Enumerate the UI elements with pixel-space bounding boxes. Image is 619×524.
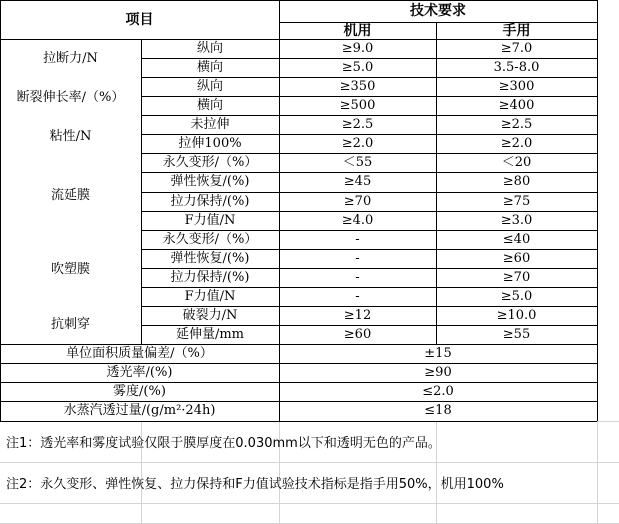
manual-value: ≥2.0 bbox=[500, 136, 533, 152]
manual-value: ≥400 bbox=[498, 98, 535, 114]
machine-value: ≥60 bbox=[343, 326, 372, 342]
sub-item-label: 拉力保持/(%) bbox=[170, 269, 250, 285]
sub-item-label: 纵向 bbox=[196, 41, 223, 57]
machine-value: ≥70 bbox=[343, 193, 372, 209]
machine-value: ≥4.0 bbox=[341, 212, 374, 228]
manual-value: ≥55 bbox=[502, 326, 531, 342]
manual-value: ≥300 bbox=[498, 79, 535, 95]
machine-value: ≥5.0 bbox=[341, 60, 374, 76]
sub-item-label: F力值/N bbox=[184, 212, 236, 228]
manual-value: ≥70 bbox=[502, 269, 531, 285]
manual-value: 3.5-8.0 bbox=[493, 60, 540, 76]
machine-value: ≥45 bbox=[343, 174, 372, 190]
header-machine: 机用 bbox=[343, 22, 372, 39]
manual-value: ≤40 bbox=[502, 231, 531, 247]
manual-value: ＜20 bbox=[501, 155, 532, 171]
machine-value: - bbox=[355, 250, 360, 266]
manual-value: ≥75 bbox=[502, 193, 531, 209]
manual-value: ≥2.5 bbox=[500, 117, 533, 133]
note-2: 注2：永久变形、弹性恢复、拉力保持和F力值试验技术指标是指手用50%，机用100% bbox=[6, 477, 504, 492]
machine-value: ≥9.0 bbox=[341, 41, 374, 57]
header-manual: 手用 bbox=[502, 22, 531, 39]
group-tensile: 拉断力/N bbox=[43, 51, 98, 66]
sub-item-label: 破裂力/N bbox=[182, 307, 238, 323]
group-cast-film: 流延膜 bbox=[50, 187, 90, 203]
merged-value: ≥90 bbox=[424, 365, 452, 380]
merged-value: ≤18 bbox=[424, 403, 452, 418]
group-blown-film: 吹塑膜 bbox=[50, 262, 90, 277]
merged-label: 单位面积质量偏差/（%） bbox=[66, 346, 213, 361]
manual-value: ≥3.0 bbox=[500, 212, 533, 228]
manual-value: ≥60 bbox=[502, 250, 531, 266]
manual-value: ≥80 bbox=[502, 174, 531, 190]
sub-item-label: 弹性恢复/(%) bbox=[170, 174, 250, 190]
group-puncture: 抗刺穿 bbox=[50, 317, 90, 332]
header-item: 项目 bbox=[125, 11, 154, 28]
header-requirement: 技术要求 bbox=[410, 3, 466, 19]
note-1: 注1：透光率和雾度试验仅限于膜厚度在0.030mm以下和透明无色的产品。 bbox=[6, 436, 441, 451]
machine-value: - bbox=[355, 269, 360, 285]
merged-label: 透光率/(%) bbox=[106, 365, 173, 380]
manual-value: ≥5.0 bbox=[500, 288, 533, 304]
merged-label: 水蒸汽透过量/(g/m²·24h) bbox=[63, 403, 216, 418]
sub-item-label: 拉伸100% bbox=[178, 136, 242, 152]
sub-item-label: 未拉伸 bbox=[190, 117, 230, 133]
sub-item-label: 永久变形/（%） bbox=[162, 155, 258, 171]
sub-item-label: 横向 bbox=[196, 98, 223, 114]
machine-value: ≥2.5 bbox=[341, 117, 374, 133]
group-tack: 粘性/N bbox=[49, 129, 92, 144]
sub-item-label: 纵向 bbox=[196, 79, 223, 95]
sub-item-label: 横向 bbox=[196, 60, 223, 76]
sub-item-label: 延伸量/mm bbox=[175, 326, 245, 342]
merged-value: ±15 bbox=[424, 346, 452, 361]
machine-value: ≥12 bbox=[343, 307, 372, 323]
machine-value: ≥2.0 bbox=[341, 136, 374, 152]
sub-item-label: 拉力保持/(%) bbox=[170, 193, 250, 209]
merged-value: ≤2.0 bbox=[422, 384, 454, 399]
manual-value: ≥10.0 bbox=[496, 307, 537, 323]
machine-value: ≥350 bbox=[339, 79, 376, 95]
machine-value: - bbox=[355, 231, 360, 247]
group-elongation: 断裂伸长率/（%） bbox=[16, 90, 125, 105]
machine-value: ≥500 bbox=[339, 98, 376, 114]
sub-item-label: 弹性恢复/(%) bbox=[170, 250, 250, 266]
machine-value: - bbox=[355, 288, 360, 304]
merged-label: 雾度/(%) bbox=[113, 384, 166, 399]
machine-value: ＜55 bbox=[342, 155, 373, 171]
sub-item-label: 永久变形/（%） bbox=[162, 231, 258, 247]
manual-value: ≥7.0 bbox=[500, 41, 533, 57]
sub-item-label: F力值/N bbox=[184, 288, 236, 304]
